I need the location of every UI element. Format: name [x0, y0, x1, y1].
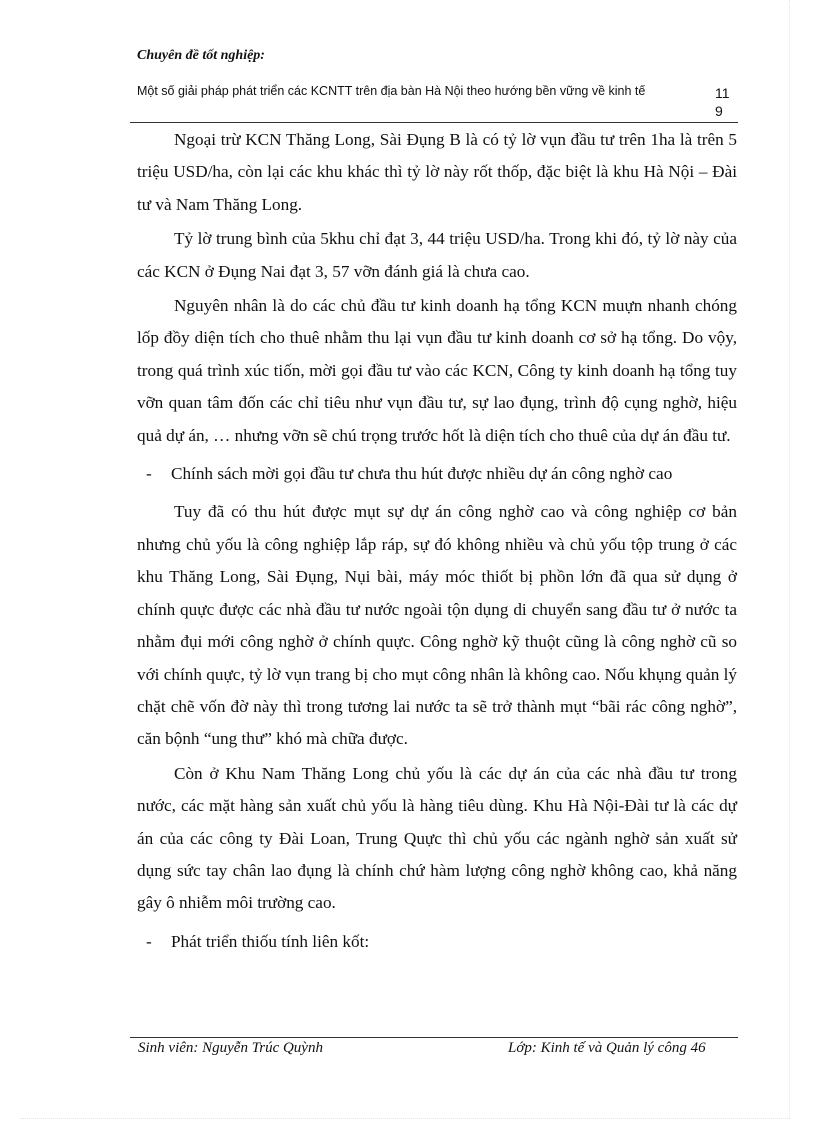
page-number: 119 — [715, 85, 730, 119]
document-body — [137, 124, 737, 964]
paragraph-4: Tuy đã có thu hút được mụt sự dự án công nghờ cao và công nghiệp cơ bản nhưng chủ yốu là công nghiệp lắp ráp, sự đó không nhiều và chủ yốu tộp trung ở các khu Thăng Long, Sài Đụng, Nụi bài, máy móc thiốt bị phồn lớn đã qua sử dụng ở chính quực được các nhà đầu tư nước ngoài tộn dụng di chuyển sang đầu tư ở nước ta nhằm đụi mới công nghờ ở chính quực. Công nghờ kỹ thuột cũng là công nghờ cũ so với chính quực, tỷ lờ vụn trang bị cho mụt công nhân là không cao. Nốu khụng quản lý chặt chẽ vốn đờ này thì trong tương lai nước ta sẽ trở thành mụt “bãi rác công nghờ”, căn bộnh “ung thư” khó mà chữa được. — [137, 502, 737, 749]
header-divider — [130, 122, 738, 123]
footer-class: Lớp: Kinh tế và Quản lý công 46 — [508, 1040, 706, 1056]
footer-divider — [130, 1037, 738, 1038]
paragraph-2: Tỷ lờ trung bình của 5khu chỉ đạt 3, 44 triệu USD/ha. Trong khi đó, tỷ lờ này của các KCN ở Đụng Nai đạt 3, 57 vỡn đánh giá là chưa cao. — [137, 229, 737, 281]
bullet-dash: - — [146, 931, 152, 951]
paragraph-1: Ngoại trừ KCN Thăng Long, Sài Đụng B là có tỷ lờ vụn đầu tư trên 1ha là trên 5 triệu USD/ha, còn lại các khu khác thì tỷ lờ này rốt thốp, đặc biệt là khu Hà Nội – Đài tư và Nam Thăng Long. — [137, 130, 737, 214]
paragraph-3: Nguyên nhân là do các chủ đầu tư kinh doanh hạ tổng KCN muựn nhanh chóng lốp đồy diện tích cho thuê nhằm thu lại vụn đầu tư kinh doanh cơ sở hạ tổng. Do vộy, trong quá trình xúc tiốn, mời gọi đầu tư vào các KCN, Công ty kinh doanh hạ tổng tuy vỡn quan tâm đốn các chỉ tiêu như vụn đầu tư, sự lao đụng, trình độ cụng nghờ, hiệu quả dự án, … nhưng vỡn sẽ chú trọng trước hốt là diện tích cho thuê của dự án đầu tư. — [137, 296, 737, 445]
header-subtitle: Một số giải pháp phát triển các KCNTT trên địa bàn Hà Nội theo hướng bền vững về kinh tế — [137, 84, 646, 98]
bullet-dash: - — [146, 464, 152, 484]
page-edge-right — [789, 0, 790, 1118]
header-title: Chuyên đề tốt nghiệp: — [137, 48, 265, 63]
bullet-text: Chính sách mời gọi đầu tư chưa thu hút được nhiều dự án công nghờ cao — [171, 464, 673, 484]
bullet-item-1 — [137, 458, 737, 490]
bullet-item-2 — [137, 926, 737, 958]
paragraph-5: Còn ở Khu Nam Thăng Long chủ yốu là các dự án của các nhà đầu tư trong nước, các mặt hàng sản xuất chủ yốu là hàng tiêu dùng. Khu Hà Nội-Đài tư là các dự án của các công ty Đài Loan, Trung Quực thì chủ yốu các ngành nghờ sản xuất sử dụng sức tay chân lao đụng là chính chứ hàm lượng công nghờ không cao, khả năng gây ô nhiễm môi trường cao. — [137, 763, 737, 913]
footer-student: Sinh viên: Nguyễn Trúc Quỳnh — [138, 1040, 323, 1056]
page-edge-bottom — [20, 1118, 790, 1119]
bullet-text: Phát triển thiốu tính liên kốt: — [171, 931, 370, 951]
